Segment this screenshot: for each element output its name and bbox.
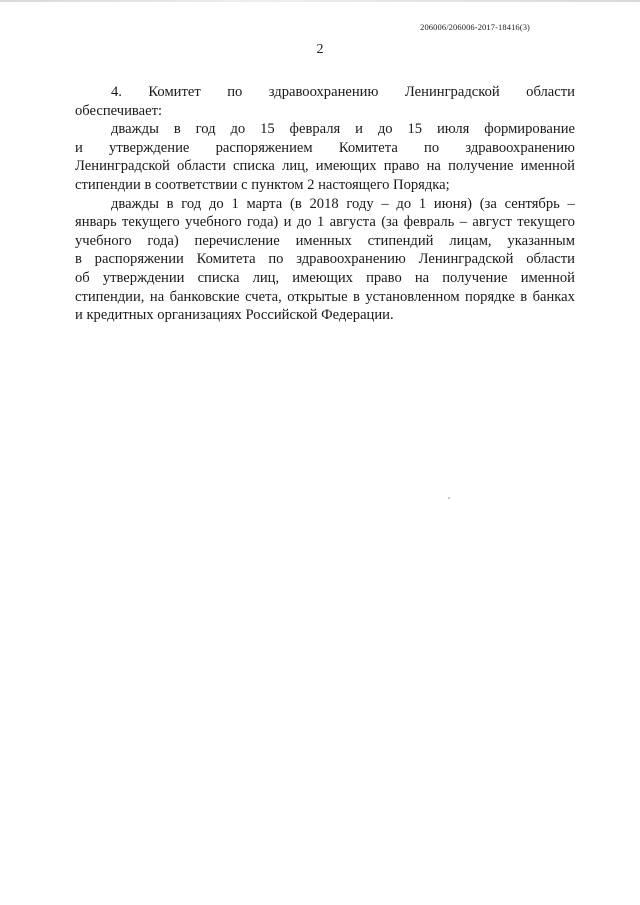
para1-line2: обеспечивает: <box>75 102 163 119</box>
word: лицам, <box>449 232 492 249</box>
word: на <box>149 288 165 305</box>
word: – <box>567 195 575 212</box>
word: указанным <box>507 232 575 249</box>
word: в <box>353 288 360 305</box>
word: порядке <box>465 288 515 305</box>
word: на <box>414 269 430 286</box>
word: дважды <box>111 121 159 138</box>
word: до <box>208 195 224 212</box>
word: банковские <box>169 288 240 305</box>
word: и <box>355 121 363 138</box>
word: Комитет <box>148 84 201 100</box>
word: области <box>177 158 226 175</box>
word: до <box>230 121 246 138</box>
word: июня) <box>433 195 472 212</box>
word: учебного <box>185 214 242 231</box>
para2-line2 <box>75 139 575 158</box>
word: именных <box>295 232 352 249</box>
word: 1 <box>316 214 325 231</box>
word: Ленинградской <box>75 158 170 175</box>
word: в <box>520 288 528 305</box>
word: здравоохранению <box>465 139 575 156</box>
word: списка <box>232 158 275 175</box>
word: право <box>366 269 402 286</box>
para2-line1 <box>75 120 575 139</box>
word: стипендии, <box>75 288 145 305</box>
word: именной <box>520 158 575 175</box>
word: здравоохранению <box>268 84 379 100</box>
document-id: 206006/206006-2017-18416(3) <box>420 22 530 32</box>
word: имеющих <box>292 269 353 286</box>
para3-line2 <box>75 213 575 232</box>
word: февраля <box>289 121 341 138</box>
word: области <box>526 84 575 100</box>
word: до <box>396 195 412 212</box>
word: и <box>283 214 292 231</box>
para3-line7: и кредитных организациях Российской Федерации. <box>75 307 394 324</box>
word: до <box>377 121 393 138</box>
word: 1 <box>231 195 239 212</box>
word: и <box>75 139 83 156</box>
word: (за <box>381 214 399 231</box>
para3-line4 <box>75 250 575 269</box>
word: право <box>383 158 420 175</box>
word: 15 <box>407 121 423 138</box>
word: 4. <box>111 84 122 100</box>
document-body <box>75 83 575 325</box>
word: до <box>296 214 312 231</box>
word: 15 <box>260 121 275 138</box>
word: утверждение <box>109 139 190 156</box>
word: в <box>75 251 82 268</box>
word: на <box>426 158 441 175</box>
word: учебного <box>75 232 132 249</box>
word: дважды <box>111 195 159 212</box>
word: 2018 <box>309 195 339 212</box>
word: именной <box>520 269 575 286</box>
word: текущего <box>517 214 575 231</box>
word: области <box>526 251 575 268</box>
scan-edge <box>0 0 640 2</box>
word: Комитета <box>338 139 398 156</box>
word: в <box>173 121 181 138</box>
word: установленном <box>365 288 460 305</box>
para3-line5 <box>75 269 575 288</box>
word: по <box>424 139 440 156</box>
word: август <box>472 214 512 231</box>
word: в <box>166 195 174 212</box>
word: перечисление <box>194 232 280 249</box>
para3-line6 <box>75 288 575 307</box>
para2-line3 <box>75 157 575 176</box>
word: Ленинградской <box>418 251 514 268</box>
word: 1 <box>418 195 427 212</box>
word: получение <box>442 269 508 286</box>
word: июля <box>436 121 470 138</box>
word: лиц, <box>252 269 280 286</box>
word: марта <box>246 195 283 212</box>
word: августа <box>329 214 376 231</box>
word: формирование <box>484 121 575 138</box>
word: январь <box>75 214 117 231</box>
word: год <box>181 195 202 212</box>
word: Комитета <box>196 251 256 268</box>
word: по <box>227 84 243 100</box>
para2-line4: стипендии в соответствии с пунктом 2 настоящего Порядка; <box>75 176 450 193</box>
word: стипендий <box>367 232 434 249</box>
word: года) <box>147 232 179 249</box>
word: текущего <box>122 214 180 231</box>
word: банках <box>532 288 575 305</box>
page-number: 2 <box>316 42 324 57</box>
word: распоряжении <box>94 251 184 268</box>
word: открытые <box>287 288 348 305</box>
word: году <box>346 195 374 212</box>
para1-line1 <box>75 83 575 102</box>
word: февраль <box>403 214 455 231</box>
word: об <box>75 269 90 286</box>
word: (за <box>479 195 497 212</box>
para3-line1 <box>75 195 575 214</box>
word: – <box>459 214 468 231</box>
word: год <box>195 121 216 138</box>
word: получение <box>448 158 514 175</box>
word: Ленинградской <box>404 84 500 100</box>
word: сентябрь <box>504 195 560 212</box>
word: здравоохранению <box>296 251 406 268</box>
para3-line3 <box>75 232 575 251</box>
word: – <box>381 195 389 212</box>
word: списка <box>197 269 240 286</box>
word: имеющих <box>315 158 377 175</box>
word: утверждении <box>102 269 185 286</box>
word: (в <box>289 195 302 212</box>
word: лиц, <box>282 158 309 175</box>
word: года) <box>247 214 279 231</box>
word: счета, <box>245 288 282 305</box>
word: по <box>268 251 284 268</box>
word: распоряжением <box>215 139 313 156</box>
scan-speck <box>448 497 450 499</box>
